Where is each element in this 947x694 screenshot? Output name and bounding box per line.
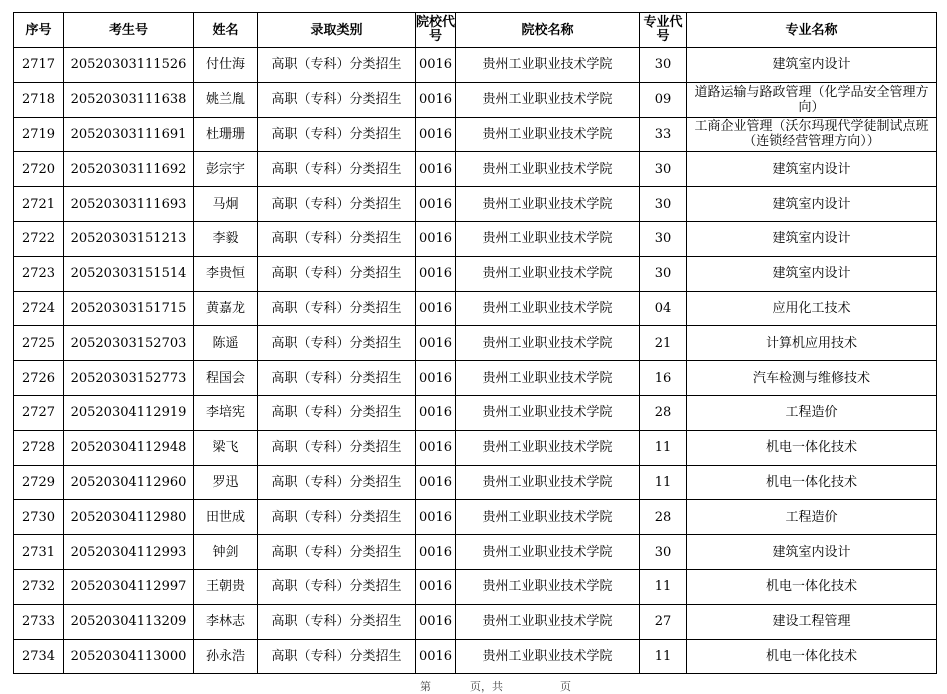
cell-major-name: 建设工程管理 <box>687 604 937 639</box>
cell-name: 田世成 <box>194 500 258 535</box>
cell-seq: 2726 <box>14 361 64 396</box>
cell-school-code: 0016 <box>416 291 456 326</box>
cell-major-name: 建筑室内设计 <box>687 535 937 570</box>
cell-school-name: 贵州工业职业技术学院 <box>456 152 640 187</box>
cell-school-name: 贵州工业职业技术学院 <box>456 48 640 83</box>
table-row <box>14 361 937 396</box>
cell-school-name: 贵州工业职业技术学院 <box>456 291 640 326</box>
header-school-code: 院校代号 <box>416 13 456 48</box>
table-row <box>14 604 937 639</box>
cell-name: 姚兰胤 <box>194 82 258 117</box>
header-major-code: 专业代号 <box>640 13 687 48</box>
cell-school-name: 贵州工业职业技术学院 <box>456 117 640 152</box>
cell-major-name: 汽车检测与维修技术 <box>687 361 937 396</box>
cell-school-name: 贵州工业职业技术学院 <box>456 395 640 430</box>
cell-category: 高职（专科）分类招生 <box>258 465 416 500</box>
table-row <box>14 535 937 570</box>
table-body <box>14 48 937 674</box>
cell-name: 孙永浩 <box>194 639 258 674</box>
cell-school-name: 贵州工业职业技术学院 <box>456 569 640 604</box>
page-footer <box>0 676 947 693</box>
table-row <box>14 187 937 222</box>
cell-seq: 2725 <box>14 326 64 361</box>
cell-category: 高职（专科）分类招生 <box>258 569 416 604</box>
cell-major-code: 11 <box>640 639 687 674</box>
cell-exam-no: 20520303151715 <box>64 291 194 326</box>
cell-category: 高职（专科）分类招生 <box>258 291 416 326</box>
cell-seq: 2727 <box>14 395 64 430</box>
table-row <box>14 569 937 604</box>
cell-major-code: 11 <box>640 465 687 500</box>
cell-seq: 2717 <box>14 48 64 83</box>
cell-school-name: 贵州工业职业技术学院 <box>456 256 640 291</box>
cell-exam-no: 20520304112948 <box>64 430 194 465</box>
header-row <box>14 13 937 48</box>
footer-right: 页 <box>560 680 571 693</box>
cell-school-code: 0016 <box>416 221 456 256</box>
cell-exam-no: 20520304112980 <box>64 500 194 535</box>
cell-exam-no: 20520304113000 <box>64 639 194 674</box>
cell-major-code: 27 <box>640 604 687 639</box>
header-seq: 序号 <box>14 13 64 48</box>
table-row <box>14 430 937 465</box>
cell-major-name: 工程造价 <box>687 500 937 535</box>
cell-exam-no: 20520303152773 <box>64 361 194 396</box>
cell-exam-no: 20520303111691 <box>64 117 194 152</box>
cell-name: 陈遥 <box>194 326 258 361</box>
cell-name: 李贵恒 <box>194 256 258 291</box>
cell-school-name: 贵州工业职业技术学院 <box>456 361 640 396</box>
table-row <box>14 256 937 291</box>
cell-major-code: 16 <box>640 361 687 396</box>
table-row <box>14 48 937 83</box>
table-row <box>14 326 937 361</box>
cell-major-code: 28 <box>640 395 687 430</box>
cell-exam-no: 20520304112997 <box>64 569 194 604</box>
cell-school-name: 贵州工业职业技术学院 <box>456 535 640 570</box>
cell-category: 高职（专科）分类招生 <box>258 326 416 361</box>
cell-major-name: 建筑室内设计 <box>687 187 937 222</box>
cell-category: 高职（专科）分类招生 <box>258 361 416 396</box>
cell-major-code: 30 <box>640 535 687 570</box>
cell-school-code: 0016 <box>416 465 456 500</box>
cell-major-code: 30 <box>640 256 687 291</box>
cell-name: 李毅 <box>194 221 258 256</box>
cell-school-name: 贵州工业职业技术学院 <box>456 465 640 500</box>
cell-seq: 2723 <box>14 256 64 291</box>
cell-category: 高职（专科）分类招生 <box>258 221 416 256</box>
cell-school-name: 贵州工业职业技术学院 <box>456 604 640 639</box>
cell-name: 杜珊珊 <box>194 117 258 152</box>
cell-major-code: 30 <box>640 221 687 256</box>
cell-seq: 2718 <box>14 82 64 117</box>
cell-major-code: 09 <box>640 82 687 117</box>
cell-name: 付仕海 <box>194 48 258 83</box>
cell-school-code: 0016 <box>416 326 456 361</box>
cell-major-name: 建筑室内设计 <box>687 152 937 187</box>
cell-category: 高职（专科）分类招生 <box>258 395 416 430</box>
cell-school-name: 贵州工业职业技术学院 <box>456 639 640 674</box>
cell-major-name: 机电一体化技术 <box>687 430 937 465</box>
cell-school-code: 0016 <box>416 500 456 535</box>
table-row <box>14 291 937 326</box>
cell-school-code: 0016 <box>416 82 456 117</box>
table-row <box>14 465 937 500</box>
cell-seq: 2732 <box>14 569 64 604</box>
header-school-name: 院校名称 <box>456 13 640 48</box>
table-row <box>14 639 937 674</box>
cell-major-code: 30 <box>640 48 687 83</box>
cell-category: 高职（专科）分类招生 <box>258 430 416 465</box>
footer-mid: 页，共 <box>470 680 503 693</box>
cell-exam-no: 20520304112919 <box>64 395 194 430</box>
header-category: 录取类别 <box>258 13 416 48</box>
cell-school-code: 0016 <box>416 639 456 674</box>
cell-category: 高职（专科）分类招生 <box>258 639 416 674</box>
cell-school-code: 0016 <box>416 152 456 187</box>
cell-major-name: 机电一体化技术 <box>687 639 937 674</box>
cell-school-code: 0016 <box>416 430 456 465</box>
cell-school-code: 0016 <box>416 535 456 570</box>
cell-exam-no: 20520303111526 <box>64 48 194 83</box>
cell-category: 高职（专科）分类招生 <box>258 500 416 535</box>
cell-major-name: 建筑室内设计 <box>687 48 937 83</box>
cell-school-code: 0016 <box>416 361 456 396</box>
table-row <box>14 395 937 430</box>
cell-seq: 2722 <box>14 221 64 256</box>
cell-name: 罗迅 <box>194 465 258 500</box>
cell-seq: 2731 <box>14 535 64 570</box>
cell-major-name: 工商企业管理（沃尔玛现代学徒制试点班（连锁经营管理方向）） <box>687 117 937 152</box>
cell-major-code: 21 <box>640 326 687 361</box>
cell-name: 马炯 <box>194 187 258 222</box>
cell-major-code: 33 <box>640 117 687 152</box>
cell-major-name: 道路运输与路政管理（化学品安全管理方向） <box>687 82 937 117</box>
cell-category: 高职（专科）分类招生 <box>258 187 416 222</box>
cell-school-name: 贵州工业职业技术学院 <box>456 500 640 535</box>
cell-school-code: 0016 <box>416 187 456 222</box>
cell-school-code: 0016 <box>416 117 456 152</box>
cell-school-code: 0016 <box>416 604 456 639</box>
cell-category: 高职（专科）分类招生 <box>258 256 416 291</box>
table-row <box>14 152 937 187</box>
cell-major-code: 04 <box>640 291 687 326</box>
cell-category: 高职（专科）分类招生 <box>258 117 416 152</box>
cell-exam-no: 20520304113209 <box>64 604 194 639</box>
header-exam-no: 考生号 <box>64 13 194 48</box>
cell-exam-no: 20520303151213 <box>64 221 194 256</box>
cell-category: 高职（专科）分类招生 <box>258 152 416 187</box>
cell-school-name: 贵州工业职业技术学院 <box>456 82 640 117</box>
cell-seq: 2733 <box>14 604 64 639</box>
cell-category: 高职（专科）分类招生 <box>258 604 416 639</box>
cell-major-name: 建筑室内设计 <box>687 221 937 256</box>
cell-exam-no: 20520303111638 <box>64 82 194 117</box>
cell-seq: 2729 <box>14 465 64 500</box>
cell-major-code: 28 <box>640 500 687 535</box>
cell-major-name: 机电一体化技术 <box>687 465 937 500</box>
cell-school-code: 0016 <box>416 256 456 291</box>
cell-school-code: 0016 <box>416 395 456 430</box>
cell-school-name: 贵州工业职业技术学院 <box>456 430 640 465</box>
cell-name: 彭宗宇 <box>194 152 258 187</box>
cell-seq: 2719 <box>14 117 64 152</box>
table-row <box>14 221 937 256</box>
cell-school-name: 贵州工业职业技术学院 <box>456 187 640 222</box>
cell-seq: 2724 <box>14 291 64 326</box>
cell-major-code: 30 <box>640 187 687 222</box>
cell-name: 钟剑 <box>194 535 258 570</box>
cell-major-name: 建筑室内设计 <box>687 256 937 291</box>
cell-major-name: 工程造价 <box>687 395 937 430</box>
cell-school-name: 贵州工业职业技术学院 <box>456 221 640 256</box>
cell-name: 程国会 <box>194 361 258 396</box>
cell-major-code: 11 <box>640 569 687 604</box>
cell-exam-no: 20520303151514 <box>64 256 194 291</box>
cell-seq: 2721 <box>14 187 64 222</box>
cell-exam-no: 20520303111693 <box>64 187 194 222</box>
cell-exam-no: 20520304112993 <box>64 535 194 570</box>
cell-category: 高职（专科）分类招生 <box>258 535 416 570</box>
cell-name: 李林志 <box>194 604 258 639</box>
cell-category: 高职（专科）分类招生 <box>258 48 416 83</box>
cell-major-code: 30 <box>640 152 687 187</box>
header-name: 姓名 <box>194 13 258 48</box>
table-row <box>14 500 937 535</box>
cell-seq: 2730 <box>14 500 64 535</box>
cell-name: 李培宪 <box>194 395 258 430</box>
footer-left: 第 <box>420 680 431 693</box>
cell-major-name: 机电一体化技术 <box>687 569 937 604</box>
cell-major-name: 应用化工技术 <box>687 291 937 326</box>
cell-category: 高职（专科）分类招生 <box>258 82 416 117</box>
cell-name: 王朝贵 <box>194 569 258 604</box>
table-row <box>14 82 937 117</box>
cell-school-code: 0016 <box>416 48 456 83</box>
table-header <box>14 13 937 48</box>
admission-table <box>13 12 937 674</box>
header-major-name: 专业名称 <box>687 13 937 48</box>
cell-school-name: 贵州工业职业技术学院 <box>456 326 640 361</box>
cell-major-name: 计算机应用技术 <box>687 326 937 361</box>
cell-seq: 2734 <box>14 639 64 674</box>
cell-seq: 2728 <box>14 430 64 465</box>
cell-exam-no: 20520303111692 <box>64 152 194 187</box>
cell-seq: 2720 <box>14 152 64 187</box>
cell-school-code: 0016 <box>416 569 456 604</box>
table-row <box>14 117 937 152</box>
cell-major-code: 11 <box>640 430 687 465</box>
cell-name: 梁飞 <box>194 430 258 465</box>
cell-name: 黄嘉龙 <box>194 291 258 326</box>
cell-exam-no: 20520304112960 <box>64 465 194 500</box>
cell-exam-no: 20520303152703 <box>64 326 194 361</box>
